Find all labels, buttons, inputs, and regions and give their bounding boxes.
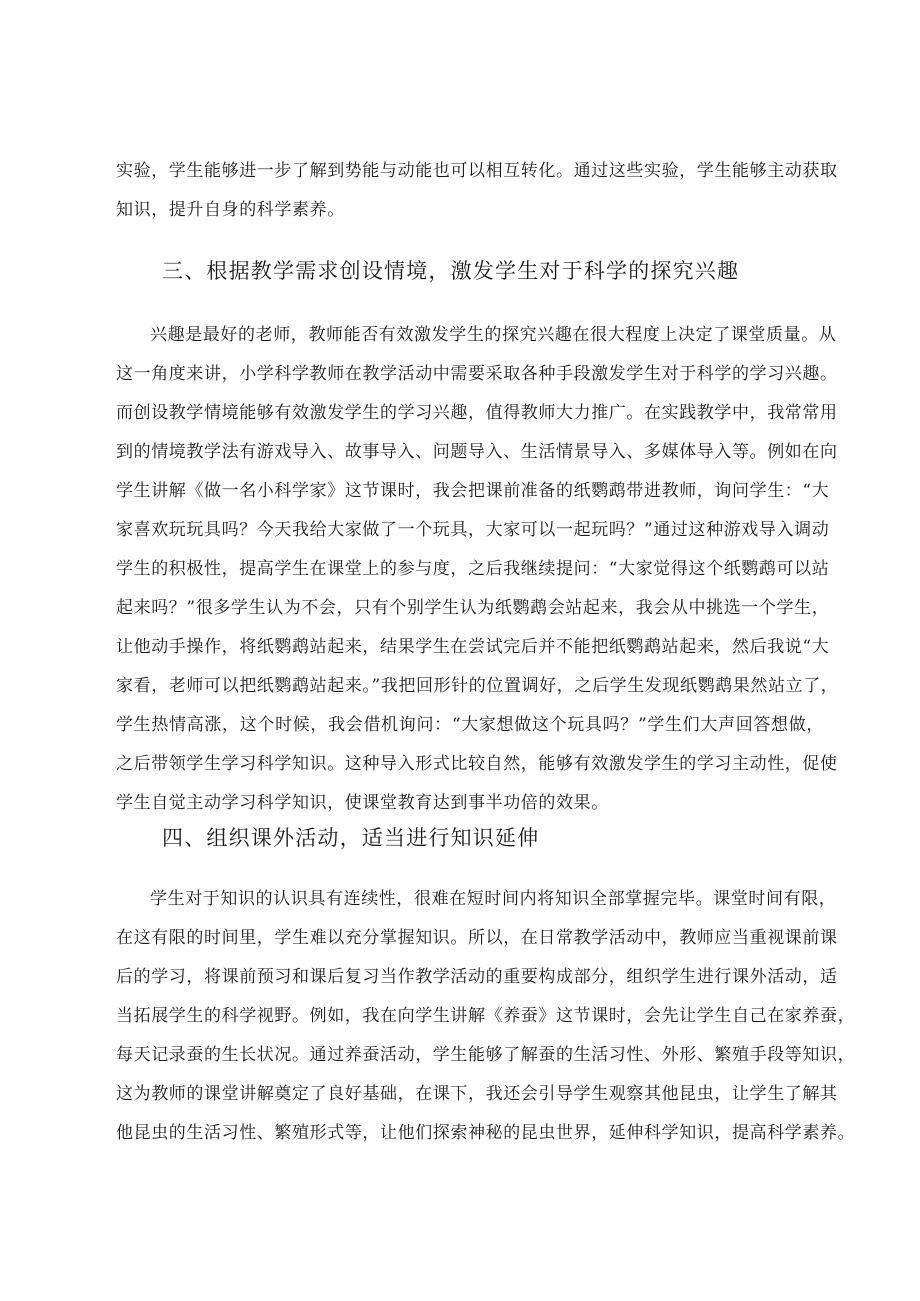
text-line: 到的情境教学法有游戏导入、故事导入、问题导入、生活情景导入、多媒体导入等。例如在向 [116, 442, 838, 462]
text-line: 让他动手操作，将纸鹦鹉站起来，结果学生在尝试完后并不能把纸鹦鹉站起来，然后我说“大 [116, 637, 830, 657]
text-line: 学生热情高涨，这个时候，我会借机询问：“大家想做这个玩具吗？”学生们大声回答想做， [116, 715, 824, 735]
section-heading-3: 三、根据教学需求创设情境，激发学生对于科学的探究兴趣 [162, 259, 740, 283]
text-line: 在这有限的时间里，学生难以充分掌握知识。所以，在日常教学活动中，教师应当重视课前课 [116, 928, 838, 948]
text-line: 后的学习，将课前预习和课后复习当作教学活动的重要构成部分，组织学生进行课外活动，适 [116, 967, 838, 987]
text-line: 家看，老师可以把纸鹦鹉站起来。”我把回形针的位置调好，之后学生发现纸鹦鹉果然站立了， [116, 676, 839, 696]
text-line: 每天记录蚕的生长状况。通过养蚕活动，学生能够了解蚕的生活习性、外形、繁殖手段等知识， [116, 1045, 856, 1065]
section-heading-4: 四、组织课外活动，适当进行知识延伸 [162, 826, 540, 850]
text-line: 而创设教学情境能够有效激发学生的学习兴趣，值得教师大力推广。在实践教学中，我常常用 [116, 403, 838, 423]
text-line: 知识，提升自身的科学素养。 [116, 200, 345, 220]
text-line: 兴趣是最好的老师，教师能否有效激发学生的探究兴趣在很大程度上决定了课堂质量。从 [150, 325, 837, 345]
text-line: 学生自觉主动学习科学知识，使课堂教育达到事半功倍的效果。 [116, 793, 609, 813]
text-line: 学生的积极性，提高学生在课堂上的参与度，之后我继续提问：“大家觉得这个纸鹦鹉可以站 [116, 559, 830, 579]
text-line: 学生讲解《做一名小科学家》这节课时，我会把课前准备的纸鹦鹉带进教师，询问学生：“大 [116, 481, 830, 501]
text-line: 当拓展学生的科学视野。例如，我在向学生讲解《养蚕》这节课时，会先让学生自己在家养蚕， [116, 1006, 856, 1026]
text-line: 他昆虫的生活习性、繁殖形式等，让他们探索神秘的昆虫世界，延伸科学知识，提高科学素养。 [116, 1123, 856, 1143]
text-line: 之后带领学生学习科学知识。这种导入形式比较自然，能够有效激发学生的学习主动性，促使 [116, 754, 838, 774]
text-line: 实验，学生能够进一步了解到势能与动能也可以相互转化。通过这些实验，学生能够主动获取 [116, 161, 838, 181]
text-line: 这一角度来讲，小学科学教师在教学活动中需要采取各种手段激发学生对于科学的学习兴趣。 [116, 364, 838, 384]
text-line: 起来吗？”很多学生认为不会，只有个别学生认为纸鹦鹉会站起来，我会从中挑选一个学生， [116, 598, 830, 618]
text-line: 这为教师的课堂讲解奠定了良好基础，在课下，我还会引导学生观察其他昆虫，让学生了解其 [116, 1084, 838, 1104]
text-line: 家喜欢玩玩具吗？今天我给大家做了一个玩具，大家可以一起玩吗？”通过这种游戏导入调动 [116, 520, 830, 540]
text-line: 学生对于知识的认识具有连续性，很难在短时间内将知识全部掌握完毕。课堂时间有限， [150, 889, 837, 909]
